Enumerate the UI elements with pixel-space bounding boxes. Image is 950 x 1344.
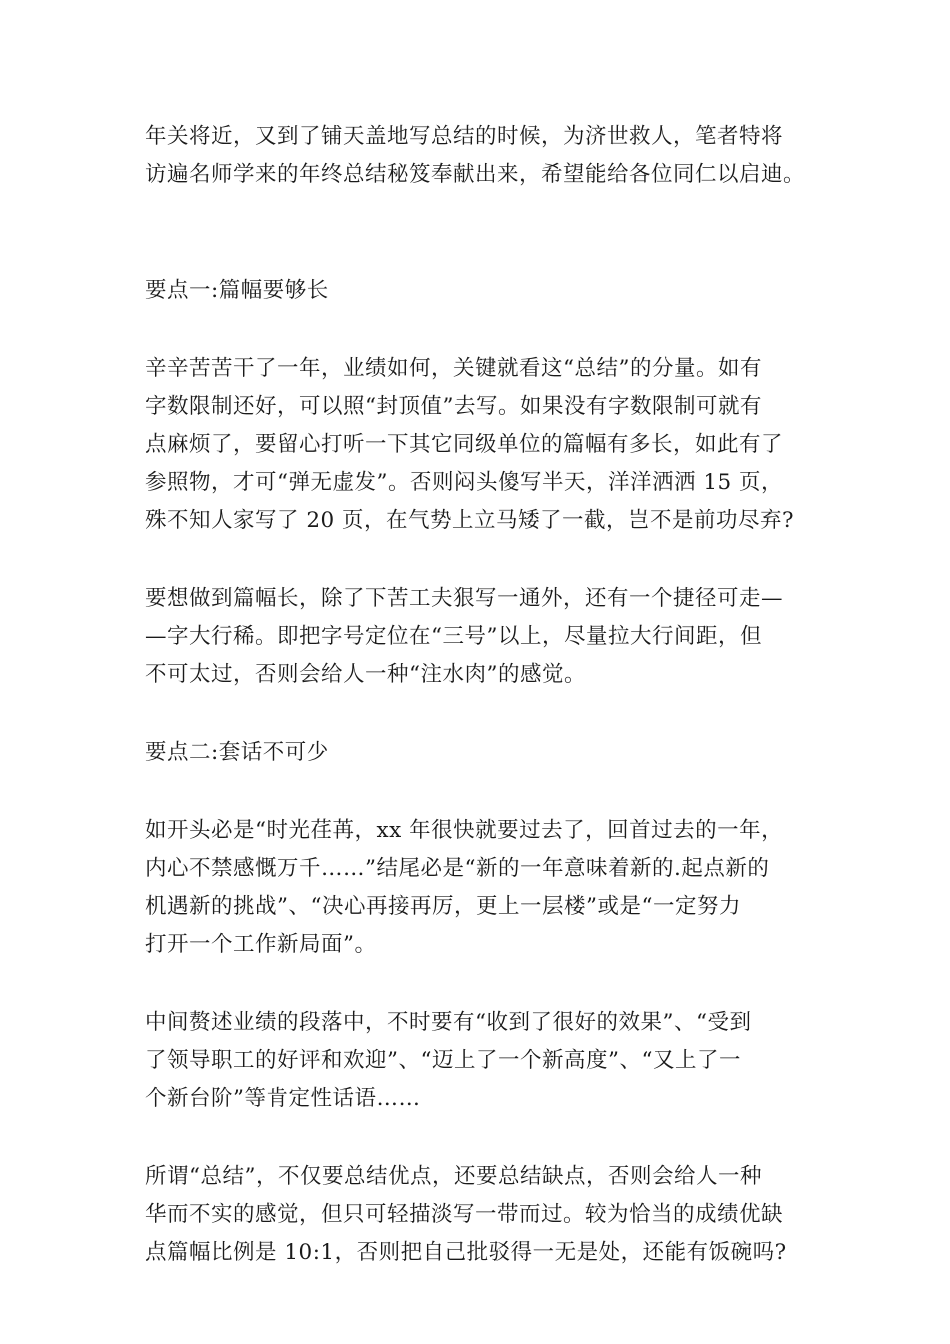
- text-line: 字数限制还好，可以照“封顶值”去写。如果没有字数限制可就有: [145, 394, 762, 419]
- spacer: [145, 694, 805, 734]
- text-line: 要想做到篇幅长，除了下苦工夫狠写一通外，还有一个捷径可走—: [145, 586, 784, 611]
- text-line: 点篇幅比例是 10:1，否则把自己批驳得一无是处，还能有饭碗吗?: [145, 1240, 787, 1265]
- text-line: 个新台阶”等肯定性话语……: [145, 1086, 421, 1111]
- spacer: [145, 540, 805, 580]
- spacer: [145, 1118, 805, 1158]
- section1-paragraph-2: [145, 580, 805, 694]
- section1-paragraph-1: [145, 350, 805, 540]
- text-line: 机遇新的挑战”、“决心再接再厉，更上一层楼”或是“一定努力: [145, 894, 741, 919]
- intro-paragraph: [145, 118, 805, 194]
- text-line: 访遍名师学来的年终总结秘笈奉献出来，希望能给各位同仁以启迪。: [145, 162, 806, 187]
- text-line: 不可太过，否则会给人一种“注水肉”的感觉。: [145, 662, 586, 687]
- document-body: [145, 118, 805, 1272]
- section1-heading: 要点一:篇幅要够长: [145, 278, 329, 303]
- text-line: 参照物，才可“弹无虚发”。否则闷头傻写半天，洋洋洒洒 15 页，: [145, 470, 784, 495]
- text-line: —字大行稀。即把字号定位在“三号”以上，尽量拉大行间距，但: [145, 624, 762, 649]
- section2-heading: 要点二:套话不可少: [145, 740, 329, 765]
- section2-paragraph-2: [145, 1004, 805, 1118]
- text-line: 打开一个工作新局面”。: [145, 932, 377, 957]
- text-line: 所谓“总结”，不仅要总结优点，还要总结缺点，否则会给人一种: [145, 1164, 762, 1189]
- spacer: [145, 772, 805, 812]
- text-line: 辛辛苦苦干了一年，业绩如何，关键就看这“总结”的分量。如有: [145, 356, 762, 381]
- section2-paragraph-1: [145, 812, 805, 964]
- spacer: [145, 310, 805, 350]
- text-line: 点麻烦了，要留心打听一下其它同级单位的篇幅有多长，如此有了: [145, 432, 784, 457]
- text-line: 中间赘述业绩的段落中，不时要有“收到了很好的效果”、“受到: [145, 1010, 752, 1035]
- text-line: 如开头必是“时光荏苒，xx 年很快就要过去了，回首过去的一年，: [145, 818, 784, 843]
- text-line: 内心不禁感慨万千……”结尾必是“新的一年意味着新的.起点新的: [145, 856, 770, 881]
- section2-paragraph-3: [145, 1158, 805, 1272]
- text-line: 殊不知人家写了 20 页，在气势上立马矮了一截，岂不是前功尽弃?: [145, 508, 795, 533]
- text-line: 华而不实的感觉，但只可轻描淡写一带而过。较为恰当的成绩优缺: [145, 1202, 784, 1227]
- spacer: [145, 194, 805, 272]
- text-line: 了领导职工的好评和欢迎”、“迈上了一个新高度”、“又上了一: [145, 1048, 741, 1073]
- spacer: [145, 964, 805, 1004]
- text-line: 年关将近，又到了铺天盖地写总结的时候，为济世救人，笔者特将: [145, 124, 784, 149]
